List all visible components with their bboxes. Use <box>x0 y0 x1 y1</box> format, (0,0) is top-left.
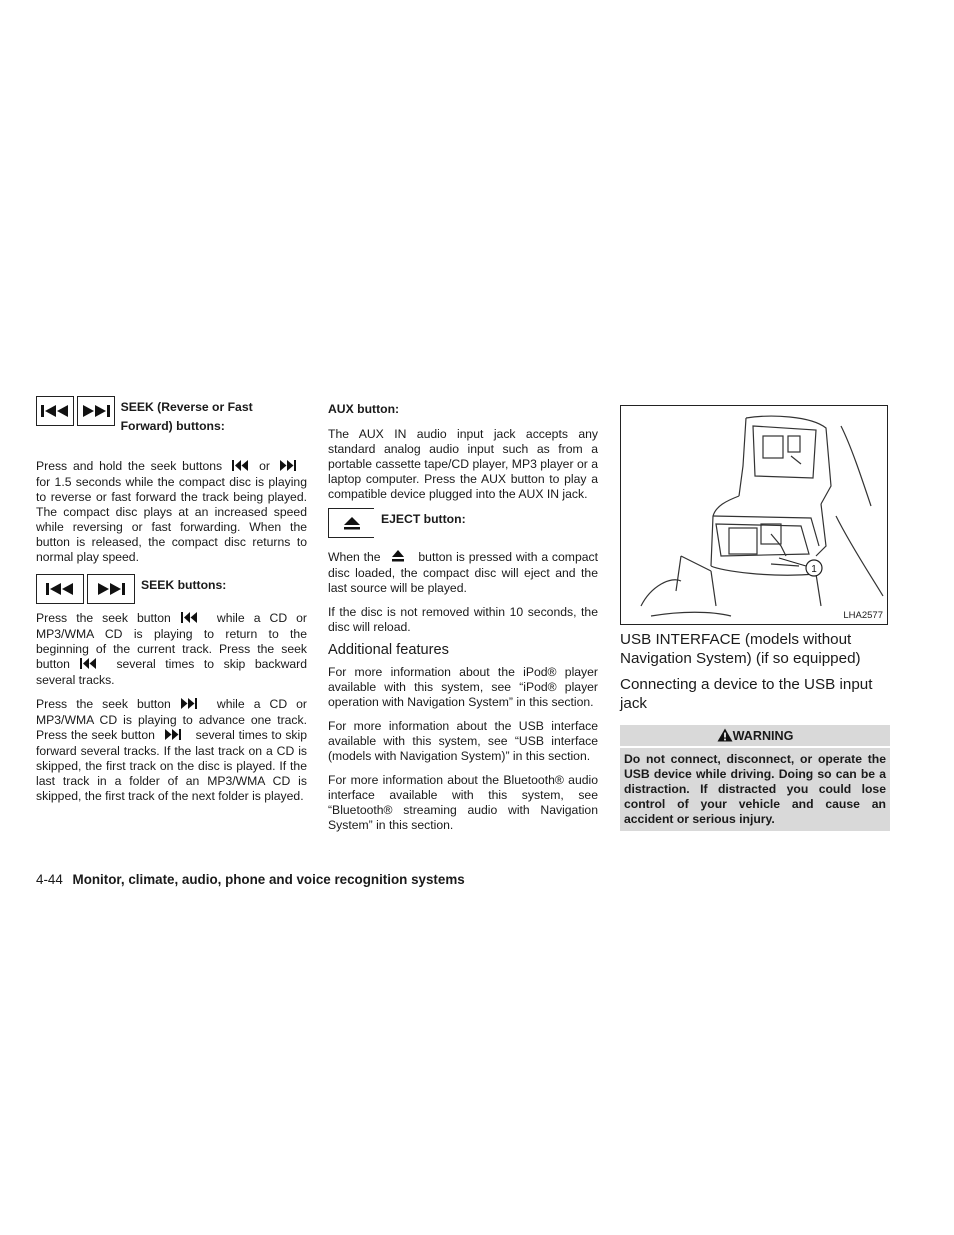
page-footer <box>36 872 465 887</box>
figure-label: LHA2577 <box>843 610 883 621</box>
seek-reverse-inline-icon <box>80 658 97 673</box>
usb-interface-title: USB INTERFACE (models without Navigation System) (if so equipped) <box>620 631 861 667</box>
eject-reload-paragraph: If the disc is not removed within 10 seconds, the disc will reload. <box>328 605 598 634</box>
seek-forward-key-icon <box>77 396 115 426</box>
eject-paragraph: When the button is pressed with a compact disc loaded, the compact disc will eject and the last source will be played. <box>328 550 598 595</box>
ipod-info-paragraph: For more information about the iPod® player available with this system, see “iPod® player operation with Navigation System” in this section. <box>328 665 598 709</box>
seek-forward-key-icon <box>87 574 135 604</box>
chapter-title: Monitor, climate, audio, phone and voice recognition systems <box>72 872 465 887</box>
warning-text: Do not connect, disconnect, or operate the USB device while driving. Doing so can be a distraction. If distracted you could lose control of your vehicle and cause an accident or serious injury. <box>624 752 886 826</box>
seek-reverse-inline-icon <box>232 460 249 475</box>
column-right <box>620 396 890 831</box>
aux-paragraph: The AUX IN audio input jack accepts any standard analog audio input such as from a portable cassette tape/CD player, MP3 player or a laptop computer. Press the AUX button to play a compatible device plugged into the AUX IN jack. <box>328 427 598 501</box>
connecting-device-title: Connecting a device to the USB input jack <box>620 676 873 712</box>
seek-label: SEEK buttons: <box>141 578 227 592</box>
aux-heading: AUX button: <box>328 402 400 416</box>
warning-box <box>620 725 890 831</box>
warning-icon <box>717 728 733 742</box>
seek-reverse-key-icon <box>36 396 74 426</box>
column-middle <box>328 396 598 833</box>
console-drawing <box>621 406 887 624</box>
callout-number: 1 <box>811 564 817 575</box>
seek-button-row <box>36 574 307 604</box>
seek-paragraph-1: Press the seek button while a CD or MP3/WMA CD is playing to return to the beginning of the current track. Press the seek button several times to skip backward several tracks. <box>36 611 307 687</box>
usb-jack-illustration <box>620 405 888 625</box>
warning-header: WARNING <box>620 725 890 748</box>
seek-rf-label: SEEK (Reverse or Fast Forward) buttons: <box>120 400 253 433</box>
eject-key-icon <box>328 508 374 538</box>
additional-features-title: Additional features <box>328 642 449 658</box>
seek-reverse-inline-icon <box>181 612 198 627</box>
seek-rf-button-row <box>36 396 307 436</box>
seek-forward-inline-icon <box>165 729 182 744</box>
seek-forward-inline-icon <box>181 698 198 713</box>
eject-button-row <box>328 508 598 538</box>
seek-paragraph-2: Press the seek button while a CD or MP3/WMA CD is playing to advance one track. Press the seek button several times to skip forward several tracks. If the last track on a CD is skipped, the first track on the disc is played. If the last track in a folder of an MP3/WMA CD is skipped, the first track of the next folder is played. <box>36 697 307 803</box>
bluetooth-info-paragraph: For more information about the Bluetooth® audio interface available with this system, see “Bluetooth® streaming audio with Navigation System” in this section. <box>328 773 598 832</box>
eject-inline-icon <box>391 550 405 566</box>
page-number: 4-44 <box>36 872 63 887</box>
seek-rf-paragraph: Press and hold the seek buttons or for 1.5 seconds while the compact disc is playing to reverse or fast forward the track being played. The compact disc plays at an increased speed while reversing or fast forwarding. When the button is released, the compact disc returns to normal play speed. <box>36 459 307 564</box>
usb-info-paragraph: For more information about the USB interface available with this system, see “USB interface (models with Navigation System)” in this section. <box>328 719 598 763</box>
seek-forward-inline-icon <box>280 460 297 475</box>
seek-reverse-key-icon <box>36 574 84 604</box>
eject-label: EJECT button: <box>381 512 466 526</box>
column-left <box>36 396 307 804</box>
